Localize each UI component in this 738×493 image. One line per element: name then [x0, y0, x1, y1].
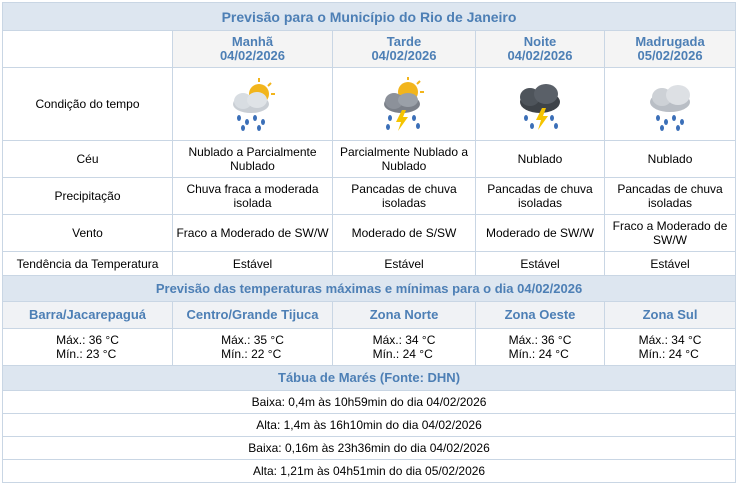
- period-header-dawn: [605, 31, 736, 68]
- period-name: Manhã: [231, 34, 274, 49]
- zone-name: Centro/Grande Tijuca: [173, 302, 333, 329]
- storm-sun-icon: [372, 76, 436, 132]
- temp-min: Mín.: 24 °C: [508, 347, 569, 361]
- temp-max: Máx.: 34 °C: [372, 333, 436, 347]
- zone-name: Barra/Jacarepaguá: [3, 302, 173, 329]
- condition-label: Condição do tempo: [3, 68, 173, 141]
- zone-temps: [3, 329, 173, 366]
- tide-row: Alta: 1,4m às 16h10min do dia 04/02/2026: [3, 414, 736, 437]
- period-date: 04/02/2026: [219, 48, 286, 63]
- precip-value: Pancadas de chuva isoladas: [476, 178, 605, 215]
- precip-value: Pancadas de chuva isoladas: [605, 178, 736, 215]
- period-name: Noite: [523, 34, 557, 49]
- temp-min: Mín.: 24 °C: [372, 347, 433, 361]
- sky-value: Nublado: [476, 141, 605, 178]
- period-header-night: [476, 31, 605, 68]
- temp-max: Máx.: 36 °C: [508, 333, 572, 347]
- trend-value: Estável: [333, 252, 476, 276]
- zone-temps: [605, 329, 736, 366]
- tides-title: Tábua de Marés (Fonte: DHN): [3, 366, 736, 391]
- forecast-table: [2, 2, 736, 483]
- temp-min: Mín.: 22 °C: [221, 347, 282, 361]
- precip-label: Precipitação: [3, 178, 173, 215]
- wind-value: Fraco a Moderado de SW/W: [173, 215, 333, 252]
- period-name: Tarde: [386, 34, 422, 49]
- trend-value: Estável: [476, 252, 605, 276]
- sky-value: Nublado a Parcialmente Nublado: [173, 141, 333, 178]
- header-blank: [3, 31, 173, 68]
- condition-cell: [173, 68, 333, 141]
- temp-max: Máx.: 35 °C: [221, 333, 284, 347]
- wind-label: Vento: [3, 215, 173, 252]
- tide-row: Baixa: 0,4m às 10h59min do dia 04/02/2026: [3, 391, 736, 414]
- period-date: 04/02/2026: [507, 48, 573, 63]
- wind-value: Moderado de SW/W: [476, 215, 605, 252]
- sky-label: Céu: [3, 141, 173, 178]
- forecast-container: [2, 2, 735, 483]
- condition-cell: [605, 68, 736, 141]
- zone-temps: [173, 329, 333, 366]
- wind-value: Fraco a Moderado de SW/W: [605, 215, 736, 252]
- wind-value: Moderado de S/SW: [333, 215, 476, 252]
- storm-dark-cloud-icon: [508, 76, 572, 132]
- temp-min: Mín.: 24 °C: [638, 347, 699, 361]
- cloud-rain-icon: [638, 76, 702, 132]
- period-name: Madrugada: [635, 34, 705, 49]
- trend-value: Estável: [605, 252, 736, 276]
- period-header-afternoon: [333, 31, 476, 68]
- trend-label: Tendência da Temperatura: [3, 252, 173, 276]
- zone-temps: [476, 329, 605, 366]
- zone-name: Zona Sul: [605, 302, 736, 329]
- precip-value: Pancadas de chuva isoladas: [333, 178, 476, 215]
- condition-cell: [333, 68, 476, 141]
- precip-value: Chuva fraca a moderada isolada: [173, 178, 333, 215]
- zone-name: Zona Oeste: [476, 302, 605, 329]
- temp-max: Máx.: 34 °C: [638, 333, 702, 347]
- partly-cloudy-rain-icon: [221, 76, 285, 132]
- zone-name: Zona Norte: [333, 302, 476, 329]
- trend-value: Estável: [173, 252, 333, 276]
- tide-row: Baixa: 0,16m às 23h36min do dia 04/02/2026: [3, 437, 736, 460]
- temp-max: Máx.: 36 °C: [56, 333, 119, 347]
- condition-cell: [476, 68, 605, 141]
- sky-value: Nublado: [605, 141, 736, 178]
- period-date: 04/02/2026: [371, 48, 437, 63]
- tide-row: Alta: 1,21m às 04h51min do dia 05/02/2026: [3, 460, 736, 483]
- temps-section-title: Previsão das temperaturas máximas e mínimas para o dia 04/02/2026: [3, 276, 736, 302]
- temp-min: Mín.: 23 °C: [56, 347, 117, 361]
- page-title: Previsão para o Município do Rio de Janeiro: [3, 3, 736, 31]
- zone-temps: [333, 329, 476, 366]
- sky-value: Parcialmente Nublado a Nublado: [333, 141, 476, 178]
- period-header-morning: [173, 31, 333, 68]
- period-date: 05/02/2026: [637, 48, 703, 63]
